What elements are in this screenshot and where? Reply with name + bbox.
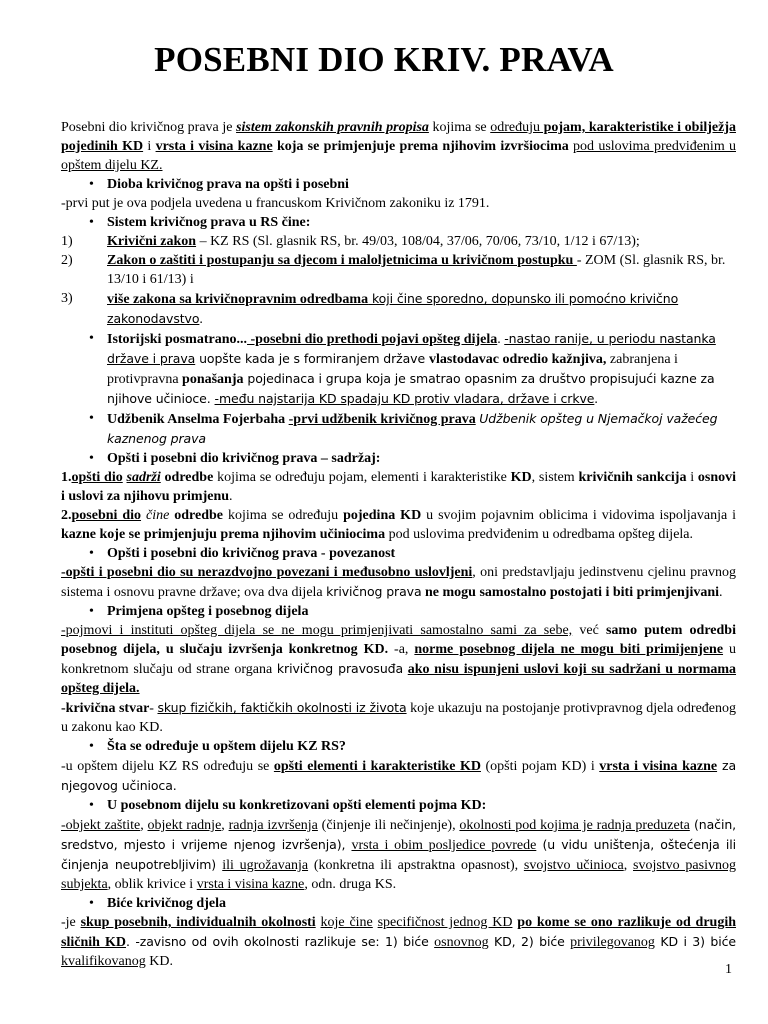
section-heading-primjena: • Primjena opšteg i posebnog dijela [61, 602, 736, 621]
section-heading-bice: • Biće krivičnog djela [61, 894, 736, 913]
section-heading-dioba: • Dioba krivičnog prava na opšti i posebni [61, 175, 736, 194]
page-title: POSEBNI DIO KRIV. PRAVA [154, 40, 614, 79]
paragraph-opsti-dio-kz: -u opštem dijelu KZ RS određuju se opšti elementi i karakteristike KD (opšti pojam KD) i vrsta i visina kazne za njegovog učinioca. [61, 758, 736, 793]
section-heading-sistem: • Sistem krivičnog prava u RS čine: [61, 213, 736, 232]
paragraph-krivicna-stvar: -krivična stvar- skup fizičkih, faktičkih okolnosti iz života koje ukazuju na postojanje protivpravnog djela određenog u zakonu kao KD. [61, 700, 737, 735]
page-number: 1 [725, 962, 732, 977]
list-item-2: 2) Zakon o zaštiti i postupanju sa djecom i maloljetnicima u krivičnom postupku - ZOM (Sl. glasnik RS, br. 13/10 i 61/13) i [61, 253, 726, 287]
intro-paragraph: Posebni dio krivičnog prava je sistem zakonskih pravnih propisa kojima se određuju pojam, karakteristike i obilježja pojedinih KD i vrsta i visina kazne koja se primjenjuje prema njihovim izvršiocima pod uslovima predviđenim u opštem dijelu KZ. [61, 120, 736, 173]
paragraph-posebni-dio: 2.posebni dio čine odredbe kojima se određuju pojedina KD u svojim pojavnim oblicima i vidovima ispoljavanja i kazne koje se primjenjuju prema njihovim učiniocima pod uslovima predviđenim u odredbama opšteg dijela. [61, 508, 737, 542]
section-istorijski: • Istorijski posmatrano... -posebni dio prethodi pojavi opšteg dijela. -nastao ranije, u periodu nastanka države i prava uopšte kada je s formiranjem države vlastodavac odredio kažnjiva, zabranjena i protivpravna ponašanja pojedinaca i grupa koja je smatrao opasnim za društvo propisujući kazne za njihove učinioce. -među najstarija KD spadaju KD protiv vladara, države i crkve. [61, 329, 736, 409]
paragraph-dioba: -prvi put je ova podjela uvedena u francuskom Krivičnom zakoniku iz 1791. [61, 196, 490, 211]
document-body [61, 118, 736, 971]
section-fojerbah: • Udžbenik Anselma Fojerbaha -prvi udžbenik krivičnog prava Udžbenik opšteg u Njemačkoj važećeg kaznenog prava [61, 409, 736, 449]
section-heading-opsti-dio-kz: • Šta se određuje u opštem dijelu KZ RS? [61, 737, 736, 756]
paragraph-konkretizovani: -objekt zaštite, objekt radnje, radnja izvršenja (činjenje ili nečinjenje), okolnosti pod kojima je radnja preduzeta (način, sredstvo, mjesto i vrijeme njenog izvršenja), vrsta i obim posljedice povrede (u vidu uništenja, oštećenja ili činjenja neupotrebljivim) ili ugrožavanja (konkretna ili apstraktna opasnost), svojstvo učinioca, svojstvo pasivnog subjekta, oblik krivice i vrsta i visina kazne, odn. druga KS. [61, 817, 737, 892]
paragraph-bice: -je skup posebnih, individualnih okolnosti koje čine specifičnost jednog KD po kome se ono razlikuje od drugih sličnih KD. -zavisno od ovih okolnosti razlikuje se: 1) biće osnovnog KD, 2) biće privilegovanog KD i 3) biće kvalifikovanog KD. [61, 915, 737, 969]
list-item-1: 1) Krivični zakon – KZ RS (Sl. glasnik RS, br. 49/03, 108/04, 37/06, 70/06, 73/10, 1/12 i 67/13); [61, 234, 640, 249]
paragraph-primjena: -pojmovi i instituti opšteg dijela se ne mogu primjenjivati samostalno sami za sebe, već samo putem odredbi posebnog dijela, u slučaju izvršenja konkretnog KD. -a, norme posebnog dijela ne mogu biti primijenjene u konkretnom slučaju od strane organa krivičnog pravosuđa ako nisu ispunjeni uslovi koji su sadržani u normama opšteg dijela. [61, 623, 737, 696]
section-heading-sadrzaj: • Opšti i posebni dio krivičnog prava – sadržaj: [61, 449, 736, 468]
section-heading-povezanost: • Opšti i posebni dio krivičnog prava - povezanost [61, 544, 736, 563]
section-heading-konkretizovani: • U posebnom dijelu su konkretizovani opšti elementi pojma KD: [61, 796, 736, 815]
list-item-3: 3) više zakona sa krivičnopravnim odredbama koji čine sporedno, dopunsko ili pomoćno krivično zakonodavstvo. [61, 291, 679, 327]
paragraph-povezanost: -opšti i posebni dio su nerazdvojno povezani i međusobno uslovljeni, oni predstavljaju jedinstvenu cjelinu pravnog sistema i osnovu pravne države; ova dva dijela krivičnog prava ne mogu samostalno postojati i biti primjenjivani. [61, 565, 736, 600]
paragraph-opsti-dio: 1.opšti dio sadrži odredbe kojima se određuju pojam, elementi i karakteristike KD, sistem krivičnih sankcija i osnovi i uslovi za njihovu primjenu. [61, 470, 737, 504]
